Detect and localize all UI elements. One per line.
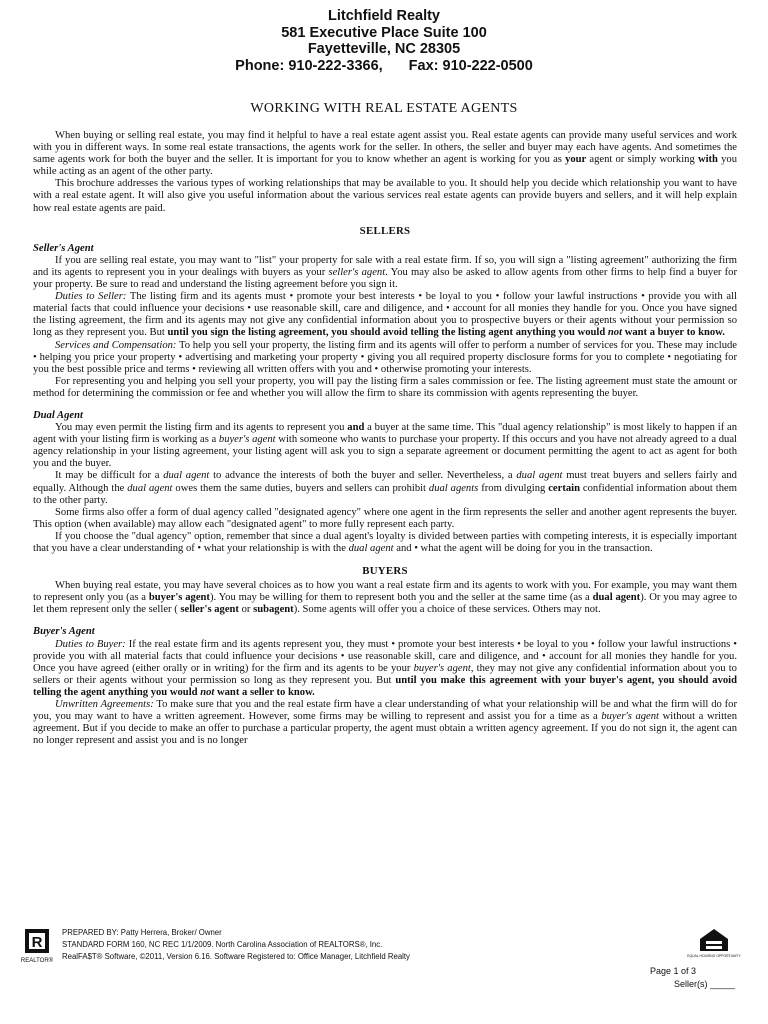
form-reference: STANDARD FORM 160, NC REC 1/1/2009. North Carolina Association of REALTORS®, Inc. [62, 940, 383, 949]
document-title: WORKING WITH REAL ESTATE AGENTS [250, 101, 518, 116]
prepared-by: PREPARED BY: Patty Herrera, Broker/ Owner [62, 928, 222, 937]
dual-agent-paragraph-2: It may be difficult for a dual agent to advance the interests of both the buyer and seller. Nevertheless, a dual agent must treat buyers and sellers fairly and equally. Although the dual agent owes them the same duties, buyers and sellers can prohibit dual agents from divulging certain confidential information about them to the other party. [33, 470, 737, 506]
intro-paragraph-1: When buying or selling real estate, you may find it helpful to have a real estate agent assist you. Real estate agents can provide many useful services and work with you in different ways. In some real estate transactions, the agents work for the seller. In others, the seller and buyer may each have agents. And sometimes the same agents work for both the buyer and the seller. It is important for you to know whether an agent is working for you as your agent or simply working with you while acting as an agent of the other party. [33, 130, 737, 178]
svg-text:R: R [31, 934, 43, 951]
equal-housing-opportunity-icon [687, 927, 741, 963]
buyers-heading: BUYERS [362, 565, 408, 578]
document-body [33, 130, 737, 747]
fax-number: Fax: 910-222-0500 [408, 57, 533, 74]
buyers-agent-heading: Buyer's Agent [33, 626, 95, 638]
dual-agent-paragraph-1: You may even permit the listing firm and its agents to represent you and a buyer at the same time. This "dual agency relationship" is most likely to happen if an agent with your listing firm is working as a buyer's agent with someone who wants to purchase your property. If this occurs and you have not already agreed to a dual agency relationship in your listing agreement, your listing agent will ask you to sign a separate agreement or document permitting the agent to act as agent for both you and the buyer. [33, 422, 738, 470]
company-address-line1: 581 Executive Place Suite 100 [281, 24, 487, 41]
sellers-agent-heading: Seller's Agent [33, 242, 94, 254]
listing-commission-paragraph: For representing you and helping you sell your property, you will pay the listing firm a sales commission or fee. The listing agreement must state the amount or method for determining the commission or fee and whether you will allow the firm to share its commission with agents representing the buyer. [33, 375, 737, 399]
company-name: Litchfield Realty [328, 8, 440, 24]
services-compensation-paragraph: Services and Compensation: To help you sell your property, the listing firm and its agents will offer to perform a number of services for you. These may include • helping you price your property • advertising and marketing your property • giving you all required property disclosure forms for you to complete • negotiating for you the best possible price and terms • reviewing all written offers with you and • otherwise promoting your interests. [33, 339, 738, 375]
svg-text:REALTOR®: REALTOR® [20, 958, 54, 964]
page-footer [18, 927, 758, 1019]
contact-line [0, 58, 768, 75]
company-address-line2: Fayetteville, NC 28305 [307, 41, 461, 57]
seller-initials-line: Seller(s) _____ [674, 979, 736, 989]
sellers-agent-paragraph: If you are selling real estate, you may want to "list" your property for sale with a real estate firm. If so, you will sign a "listing agreement" authorizing the firm and its agents to represent you in your dealings with buyers as your seller's agent. You may also be asked to allow agents from other firms to help find a buyer for your property. Be sure to read and understand the listing agreement before you sign it. [33, 254, 737, 291]
footer-text [62, 927, 622, 963]
dual-agent-heading: Dual Agent [33, 409, 83, 421]
intro-paragraph-2: This brochure addresses the various types of working relationships that may be available to you. It should help you decide which relationship you want to have with a real estate agent. It will also give you useful information about the various services real estate agents can provide buyers and sellers, and it will help explain how real estate agents are paid. [33, 178, 737, 214]
sellers-heading: SELLERS [359, 224, 411, 237]
svg-text:EQUAL HOUSING OPPORTUNITY: EQUAL HOUSING OPPORTUNITY [687, 954, 741, 958]
letterhead [0, 8, 768, 74]
phone-number: Phone: 910-222-3366, [235, 57, 383, 74]
page-number: Page 1 of 3 [650, 966, 697, 976]
duties-to-buyer-paragraph: Duties to Buyer: If the real estate firm and its agents represent you, they must • promote your best interests • be loyal to you • follow your lawful instructions • provide you with all material facts that could influence your decisions • use reasonable skill, care and diligence, and • account for all monies they handle for you. Once you have agreed (either orally or in writing) for the firm and its agents to be your buyer's agent, they may not give any confidential information about you to sellers or their agents without your permission so long as they represent you. But until you make this agreement with your buyer's agent, you should avoid telling the agent anything you would not want a seller to know. [33, 638, 737, 698]
software-notice: RealFA$T® Software, ©2011, Version 6.16. Software Registered to: Office Manager, Litchfield Realty [62, 952, 410, 961]
duties-to-seller-paragraph: Duties to Seller: The listing firm and its agents must • promote your best interests • be loyal to you • follow your lawful instructions • provide you with all material facts that could influence your decisions • use reasonable skill, care and diligence, and • account for all monies they handle for you. Once you have signed the listing agreement, the firm and its agents may not give any confidential information about you to prospective buyers or their agents without your permission so long as they represent you. But until you sign the listing agreement, you should avoid telling the listing agent anything you would not want a buyer to know. [33, 291, 737, 339]
unwritten-agreements-paragraph: Unwritten Agreements: To make sure that you and the real estate firm have a clear understanding of what your relationship will be and what the firm will do for you, you may want to have a written agreement. However, some firms may be willing to represent and assist you for a time as a buyer's agent without a written agreement. But if you decide to make an offer to purchase a particular property, the agent must obtain a written agency agreement. If you do not sign it, the agent can no longer represent and assist you and is no longer [33, 699, 737, 747]
realtor-logo-icon [18, 927, 58, 967]
dual-agency-option-paragraph: If you choose the "dual agency" option, remember that since a dual agent's loyalty is divided between parties with competing interests, it is especially important that you have a clear understanding of • what your relationship is with the dual agent and • what the agent will be doing for you in the transaction. [33, 530, 737, 554]
designated-agency-paragraph: Some firms also offer a form of dual agency called "designated agency" where one agent in the firm represents the seller and another agent represents the buyer. This option (when available) may allow each "designated agent" to more fully represent each party. [33, 506, 737, 530]
buyers-intro-paragraph: When buying real estate, you may have several choices as to how you want a real estate firm and its agents to work with you. For example, you may want them to represent only you (as a buyer's agent). You may be willing for them to represent both you and the seller at the same time (as a dual agent). Or you may agree to let them represent only the seller ( seller's agent or subagent). Some agents will offer you a choice of these services. Others may not. [33, 580, 738, 616]
